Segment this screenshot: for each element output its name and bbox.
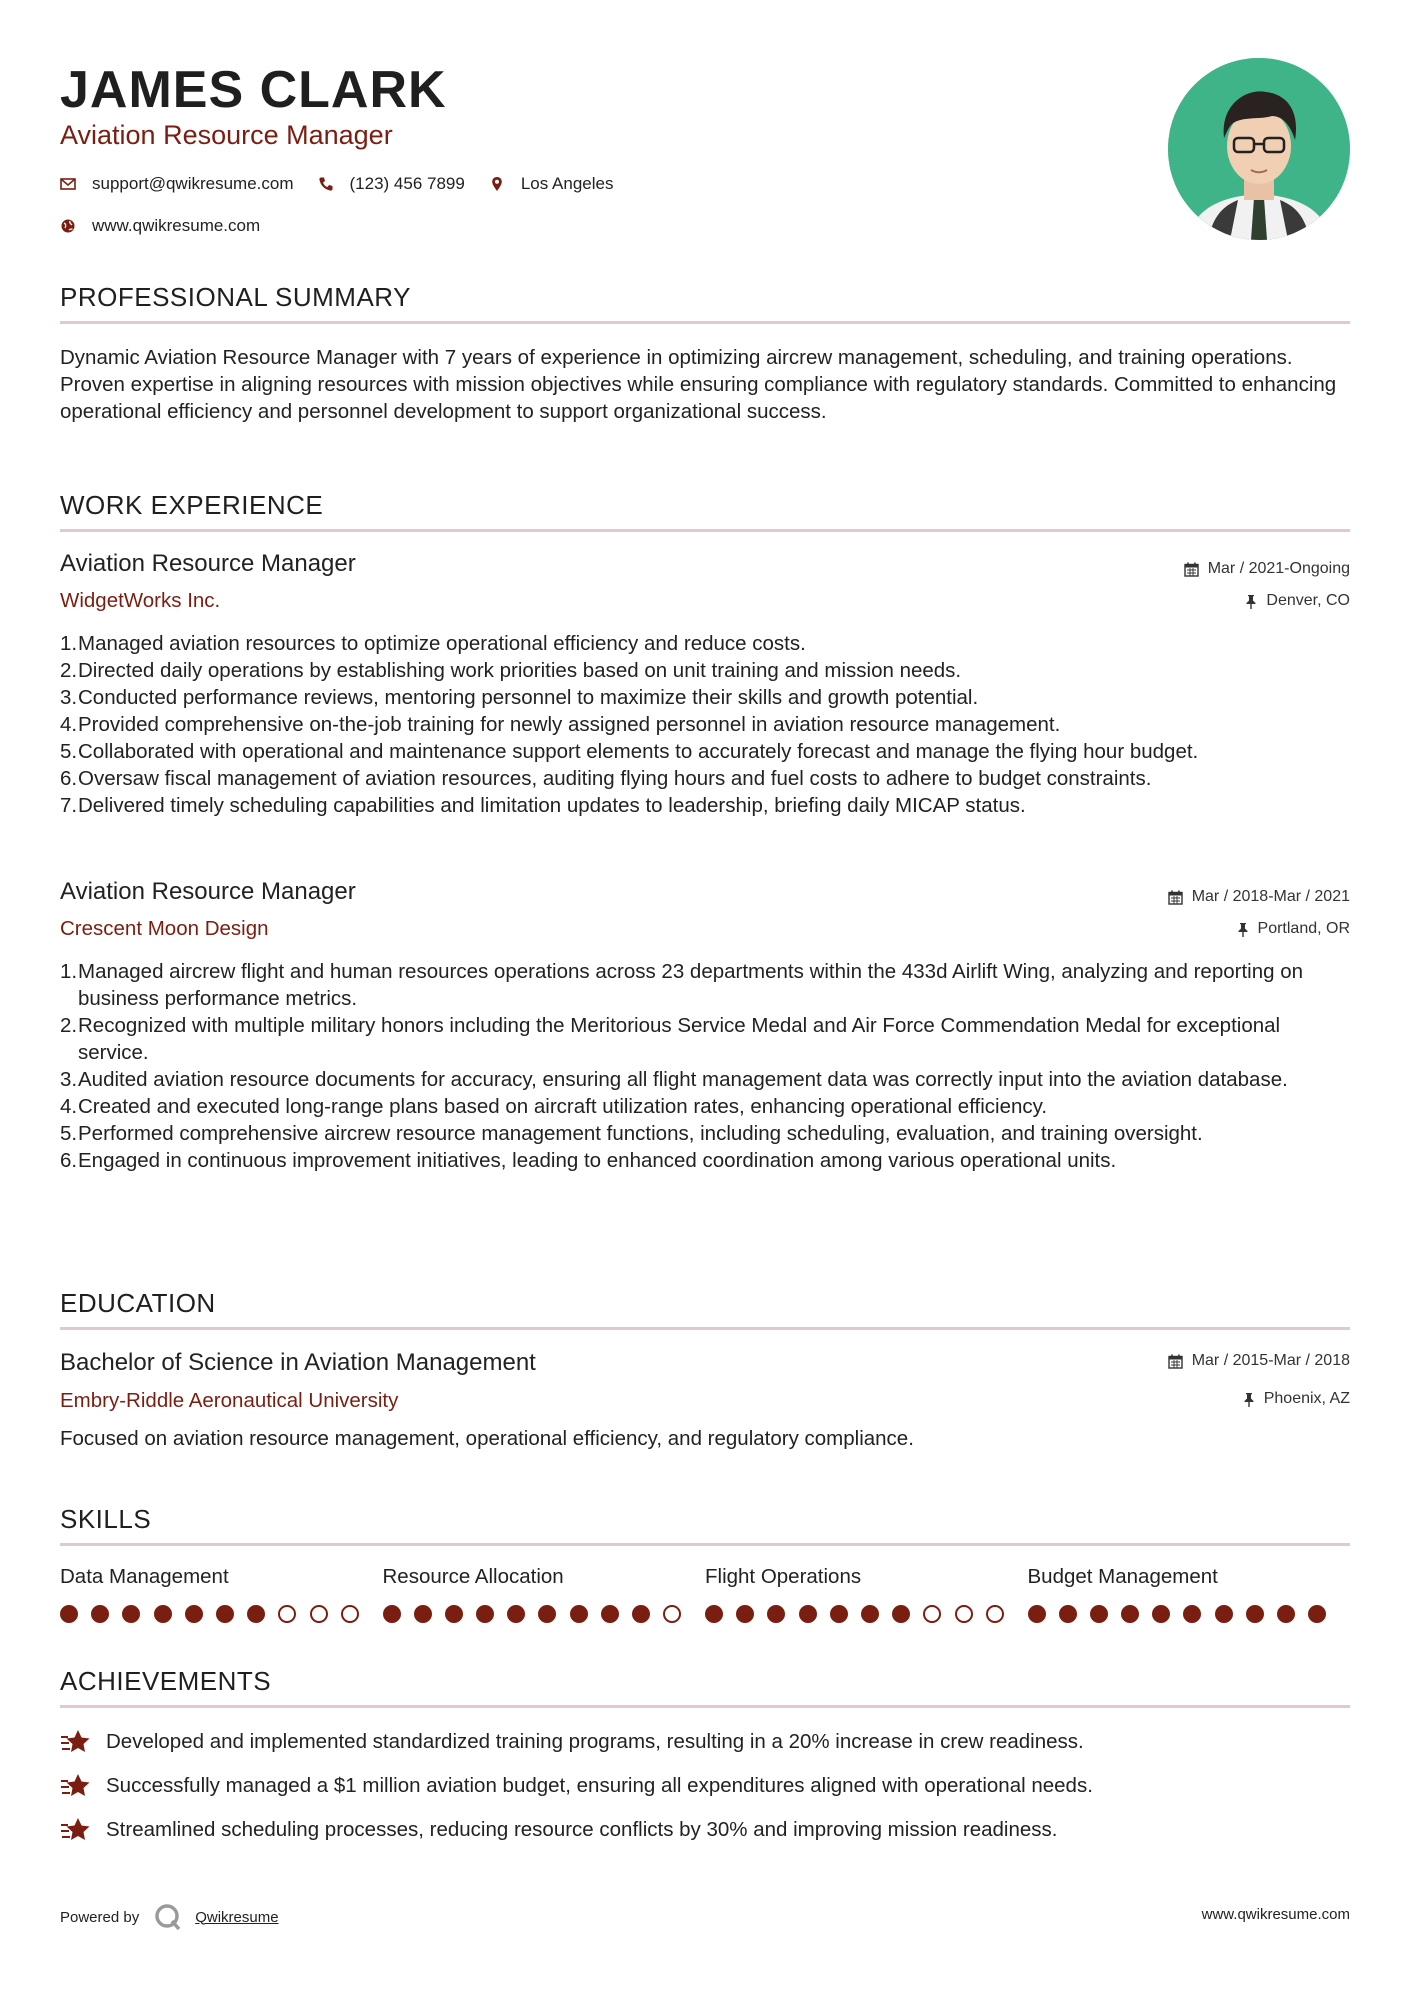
rating-dot-filled <box>122 1605 140 1623</box>
job-role: Aviation Resource Manager <box>60 550 356 577</box>
rating-dot-filled <box>1215 1605 1233 1623</box>
rating-dot-filled <box>1152 1605 1170 1623</box>
achievements-heading: ACHIEVEMENTS <box>60 1666 272 1696</box>
job-dates-text: Mar / 2021-Ongoing <box>1207 560 1350 577</box>
calendar-icon <box>1184 562 1199 577</box>
rating-dot-filled <box>247 1605 265 1623</box>
skill-item <box>1028 1565 1351 1623</box>
rating-dot-filled <box>861 1605 879 1623</box>
experience-heading: WORK EXPERIENCE <box>60 490 324 520</box>
skill-item <box>60 1565 383 1623</box>
list-item: 5. Performed comprehensive aircrew resource management functions, including scheduling, evaluation, and training oversight. <box>60 1122 1203 1145</box>
footer-brand-link[interactable]: Qwikresume <box>195 1908 279 1926</box>
calendar-icon <box>1168 890 1183 905</box>
calendar-icon <box>1168 1354 1183 1369</box>
contact-row <box>60 174 637 194</box>
skill-name: Data Management <box>60 1565 229 1588</box>
job-role: Aviation Resource Manager <box>60 878 356 905</box>
rating-dot-empty <box>310 1605 328 1623</box>
list-item: 1. Managed aircrew flight and human resources operations across 23 departments within the 433d Airlift Wing, analyzing and reporting on business performance metrics. <box>60 960 1303 1010</box>
list-item: 4. Created and executed long-range plans based on aircraft utilization rates, enhancing operational efficiency. <box>60 1095 1048 1118</box>
job-location <box>1245 592 1350 610</box>
location-text: Los Angeles <box>520 174 614 193</box>
achievement-text: Streamlined scheduling processes, reducing resource conflicts by 30% and improving mission readiness. <box>106 1818 1058 1841</box>
achievements-divider <box>60 1705 1350 1708</box>
rating-dot-filled <box>1277 1605 1295 1623</box>
summary-divider <box>60 321 1350 324</box>
list-item: 3. Audited aviation resource documents for accuracy, ensuring all flight management data was correctly input into the aviation database. <box>60 1068 1288 1091</box>
job-location <box>1237 920 1350 938</box>
phone-icon <box>318 176 334 192</box>
achievement-item <box>60 1728 1084 1756</box>
rating-dot-filled <box>830 1605 848 1623</box>
rating-dot-empty <box>923 1605 941 1623</box>
skills-list <box>60 1565 1350 1623</box>
education-location <box>1243 1390 1350 1408</box>
job-company: Crescent Moon Design <box>60 917 269 940</box>
profile-photo <box>1168 58 1350 240</box>
rating-dot-empty <box>278 1605 296 1623</box>
list-item: 2. Directed daily operations by establishing work priorities based on unit training and mission needs. <box>60 659 962 682</box>
rating-dot-filled <box>538 1605 556 1623</box>
job-bullets <box>60 958 1350 1174</box>
rating-dot-filled <box>892 1605 910 1623</box>
pushpin-icon <box>1243 1392 1255 1407</box>
education-school: Embry-Riddle Aeronautical University <box>60 1389 399 1412</box>
phone-text: (123) 456 7899 <box>349 174 465 193</box>
education-divider <box>60 1327 1350 1330</box>
footer-website[interactable]: www.qwikresume.com <box>1201 1906 1350 1923</box>
qwikresume-logo-icon <box>153 1902 183 1932</box>
list-item: 5. Collaborated with operational and maintenance support elements to accurately forecast and manage the flying hour budget. <box>60 740 1199 763</box>
rating-dot-filled <box>91 1605 109 1623</box>
contact-location <box>489 174 614 194</box>
list-item: 2. Recognized with multiple military honors including the Meritorious Service Medal and Air Force Commendation Medal for exceptional service. <box>60 1014 1281 1064</box>
rating-dot-filled <box>60 1605 78 1623</box>
contact-phone[interactable] <box>318 174 465 194</box>
rating-dot-empty <box>986 1605 1004 1623</box>
rating-dot-filled <box>736 1605 754 1623</box>
skill-item <box>705 1565 1028 1623</box>
job-dates <box>1184 560 1350 578</box>
achievement-text: Developed and implemented standardized training programs, resulting in a 20% increase in crew readiness. <box>106 1730 1084 1753</box>
rating-dot-filled <box>185 1605 203 1623</box>
experience-divider <box>60 529 1350 532</box>
avatar <box>1168 58 1350 240</box>
rating-dot-filled <box>1246 1605 1264 1623</box>
rating-dot-filled <box>476 1605 494 1623</box>
job-dates-text: Mar / 2018-Mar / 2021 <box>1191 888 1350 905</box>
summary-heading: PROFESSIONAL SUMMARY <box>60 282 411 312</box>
rating-dot-filled <box>1028 1605 1046 1623</box>
skills-heading: SKILLS <box>60 1504 152 1534</box>
job-company: WidgetWorks Inc. <box>60 589 221 612</box>
rating-dot-filled <box>767 1605 785 1623</box>
map-pin-icon <box>489 176 505 192</box>
skill-rating <box>705 1605 1028 1623</box>
star-award-icon <box>60 1816 92 1844</box>
skill-name: Budget Management <box>1027 1565 1218 1588</box>
rating-dot-filled <box>570 1605 588 1623</box>
contact-email[interactable] <box>60 174 294 194</box>
achievement-text: Successfully managed a $1 million aviation budget, ensuring all expenditures aligned with operational needs. <box>106 1774 1093 1797</box>
rating-dot-filled <box>445 1605 463 1623</box>
contact-website[interactable] <box>60 216 260 236</box>
skill-item <box>383 1565 706 1623</box>
footer-branding <box>60 1902 279 1932</box>
skills-divider <box>60 1543 1350 1546</box>
rating-dot-filled <box>414 1605 432 1623</box>
candidate-title: Aviation Resource Manager <box>60 120 393 150</box>
rating-dot-filled <box>632 1605 650 1623</box>
rating-dot-empty <box>341 1605 359 1623</box>
powered-by-label: Powered by <box>60 1908 140 1926</box>
skill-rating <box>60 1605 383 1623</box>
rating-dot-filled <box>216 1605 234 1623</box>
list-item: 3. Conducted performance reviews, mentoring personnel to maximize their skills and growth potential. <box>60 686 979 709</box>
education-dates <box>1168 1352 1350 1370</box>
job-location-text: Portland, OR <box>1257 920 1350 937</box>
rating-dot-filled <box>1183 1605 1201 1623</box>
achievement-item <box>60 1772 1093 1800</box>
job-location-text: Denver, CO <box>1266 592 1350 609</box>
star-award-icon <box>60 1728 92 1756</box>
list-item: 6. Oversaw fiscal management of aviation resources, auditing flying hours and fuel costs to adhere to budget constraints. <box>60 767 1152 790</box>
rating-dot-filled <box>383 1605 401 1623</box>
summary-text: Dynamic Aviation Resource Manager with 7 years of experience in optimizing aircrew management, scheduling, and training operations. Proven expertise in aligning resources with mission objectives while ensuring compliance with regulatory standards. Committed to enhancing operational efficiency and personnel development to support organizational success. <box>60 346 1337 423</box>
rating-dot-filled <box>507 1605 525 1623</box>
rating-dot-filled <box>1121 1605 1139 1623</box>
rating-dot-filled <box>1308 1605 1326 1623</box>
list-item: 7. Delivered timely scheduling capabilities and limitation updates to leadership, briefing daily MICAP status. <box>60 794 1026 817</box>
rating-dot-filled <box>601 1605 619 1623</box>
star-award-icon <box>60 1772 92 1800</box>
skill-name: Flight Operations <box>705 1565 862 1588</box>
envelope-icon <box>60 176 76 192</box>
rating-dot-filled <box>1090 1605 1108 1623</box>
education-dates-text: Mar / 2015-Mar / 2018 <box>1191 1352 1350 1369</box>
achievement-item <box>60 1816 1057 1844</box>
pushpin-icon <box>1245 594 1257 609</box>
education-degree: Bachelor of Science in Aviation Management <box>60 1349 536 1376</box>
rating-dot-filled <box>799 1605 817 1623</box>
skill-rating <box>383 1605 706 1623</box>
pushpin-icon <box>1237 922 1249 937</box>
rating-dot-empty <box>663 1605 681 1623</box>
job-bullets <box>60 630 1350 819</box>
education-description: Focused on aviation resource management, operational efficiency, and regulatory compliance. <box>60 1427 914 1450</box>
skill-rating <box>1028 1605 1351 1623</box>
contact-row-web <box>60 216 284 236</box>
list-item: 1. Managed aviation resources to optimize operational efficiency and reduce costs. <box>60 632 806 655</box>
candidate-name: JAMES CLARK <box>60 61 447 119</box>
rating-dot-filled <box>705 1605 723 1623</box>
education-heading: EDUCATION <box>60 1288 216 1318</box>
skill-name: Resource Allocation <box>382 1565 564 1588</box>
globe-icon <box>60 218 76 234</box>
rating-dot-empty <box>955 1605 973 1623</box>
email-text: support@qwikresume.com <box>92 174 294 193</box>
list-item: 6. Engaged in continuous improvement initiatives, leading to enhanced coordination among various operational units. <box>60 1149 1117 1172</box>
job-dates <box>1168 888 1350 906</box>
list-item: 4. Provided comprehensive on-the-job training for newly assigned personnel in aviation resource management. <box>60 713 1061 736</box>
rating-dot-filled <box>154 1605 172 1623</box>
rating-dot-filled <box>1059 1605 1077 1623</box>
website-text: www.qwikresume.com <box>92 216 261 235</box>
education-location-text: Phoenix, AZ <box>1263 1390 1350 1407</box>
